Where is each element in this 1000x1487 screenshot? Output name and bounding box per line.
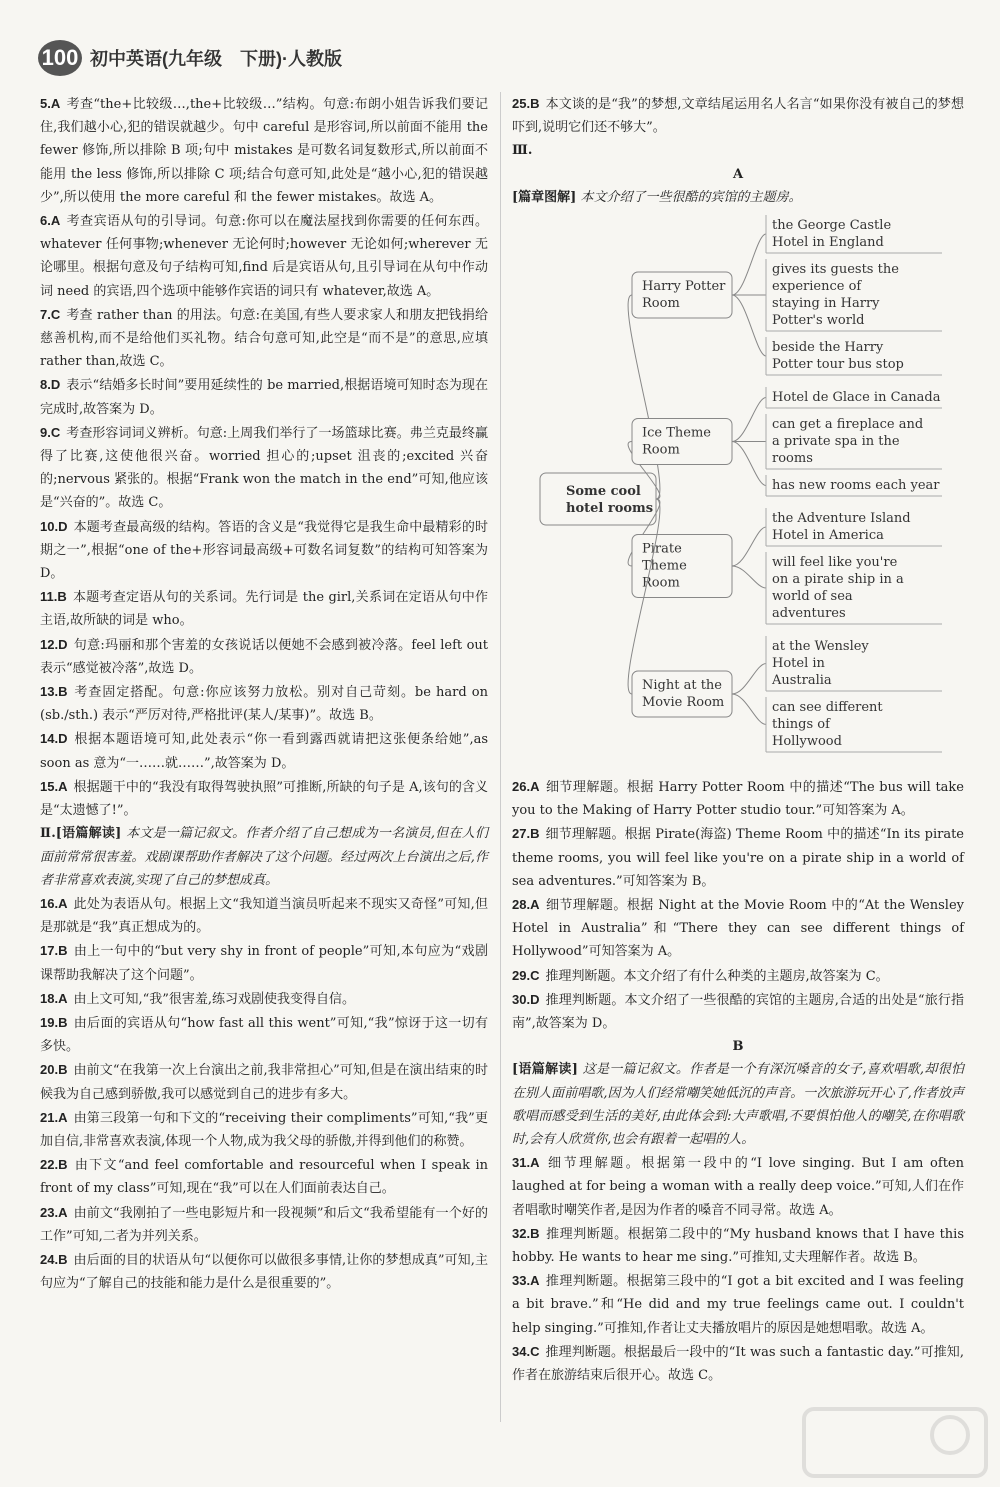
- answer-text: 考查形容词词义辨析。句意:上周我们举行了一场篮球比赛。弗兰克最终赢得了比赛,这使他很兴奋。worried 担心的;upset 沮丧的;excited 兴奋的;nervous 紧张的。根据“Frank won the match in the end”可知,他应该是“兴奋的”。故选 C。: [40, 425, 488, 511]
- answer-text: 由第三段第一句和下文的“receiving their compliments”可知,“我”更加自信,非常喜欢表演,体现一个人物,成为我父母的骄傲,并得到他们的称赞。: [40, 1110, 488, 1149]
- answer-number: 27.B: [512, 826, 540, 842]
- leaf-node-label-line: has new rooms each year: [772, 478, 940, 494]
- answer-item: [40, 1248, 488, 1295]
- left-column: [40, 92, 488, 1295]
- item-connector: [732, 398, 766, 442]
- answer-number: 13.B: [40, 684, 68, 700]
- answer-item: [512, 988, 964, 1035]
- book-title: 初中英语(九年级 下册)·人教版: [90, 49, 342, 69]
- branch-node-label-line: Night at the: [642, 678, 722, 694]
- branch-node-label-line: Harry Potter: [642, 279, 726, 295]
- answer-number: 26.A: [512, 779, 540, 795]
- center-node-label-line: hotel rooms: [566, 501, 654, 517]
- answer-number: 5.A: [40, 96, 61, 111]
- answer-text: 本题考查定语从句的关系词。先行词是 the girl,关系词在定语从句中作主语,故所缺的词是 who。: [40, 590, 488, 629]
- answer-item: [40, 1201, 488, 1248]
- leaf-node-label-line: Hotel in America: [772, 528, 884, 544]
- answer-item: [40, 92, 488, 209]
- leaf-node-label: [772, 340, 904, 372]
- answer-list-bottom: [512, 775, 964, 1387]
- center-node-box: [540, 473, 656, 525]
- answer-item: [512, 1151, 964, 1222]
- part-heading: B: [732, 1039, 744, 1055]
- answer-item: [40, 892, 488, 939]
- answer-text: 由前文“在我第一次上台演出之前,我非常担心”可知,但是在演出结束的时候我为自己感到骄傲,我可以感觉到自己的进步有多大。: [40, 1063, 488, 1102]
- answer-item: [512, 775, 964, 822]
- section-label: Ⅲ.: [512, 143, 533, 159]
- section-3-heading: [512, 139, 964, 162]
- answer-number: 18.A: [40, 990, 68, 1006]
- right-column: [512, 92, 964, 1387]
- leaf-node-label-line: the Adventure Island: [772, 511, 911, 527]
- leaf-node-label: [772, 390, 941, 405]
- answer-text: 推理判断题。本文介绍了一些很酷的宾馆的主题房,合适的出处是“旅行指南”,故答案为 D。: [512, 992, 964, 1032]
- answer-item: [40, 987, 488, 1011]
- leaf-node-label-line: at the Wensley: [772, 639, 869, 655]
- answer-number: 29.C: [512, 967, 540, 983]
- answer-item: [512, 1340, 964, 1387]
- answer-number: 9.C: [40, 424, 61, 440]
- leaf-node-label-line: world of sea: [772, 589, 853, 605]
- hotel-rooms-mindmap: [512, 211, 952, 771]
- answer-text: 由后面的宾语从句“how fast all this went”可知,“我”惊讶于这一切有多快。: [40, 1015, 488, 1055]
- item-connector: [732, 295, 766, 356]
- answer-number: 33.A: [512, 1273, 540, 1289]
- answer-text: 根据题干中的“我没有取得驾驶执照”可推断,所缺的句子是 A,该句的含义是“太遗憾了!”。: [40, 779, 488, 819]
- column-divider: [500, 92, 501, 1422]
- answer-number: 14.D: [40, 731, 68, 747]
- leaf-node-label-line: rooms: [772, 451, 813, 467]
- branch-node-label-line: Room: [642, 575, 680, 591]
- answer-text: 句意:玛丽和那个害羞的女孩说话以便她不会感到被冷落。feel left out 表示“感觉被冷落”,故选 D。: [40, 637, 488, 676]
- answer-item: [512, 1269, 964, 1340]
- item-connector: [732, 234, 766, 295]
- answer-list-top: [512, 92, 964, 139]
- answer-item: [40, 585, 488, 632]
- answer-text: 考查固定搭配。句意:你应该努力放松。别对自己苛刻。be hard on (sb./sth.) 表示“严厉对待,严格批评(某人/某事)”。故选 B。: [40, 685, 488, 724]
- answer-item: [40, 1106, 488, 1153]
- answer-text: 由上一句中的“but very shy in front of people”可知,本句应为“戏剧课帮助我解决了这个问题”。: [40, 944, 488, 983]
- chapter-diagram-tag: [篇章图解]: [512, 189, 577, 205]
- answer-number: 19.B: [40, 1014, 68, 1030]
- chapter-diagram-note: [512, 186, 964, 209]
- answer-number: 24.B: [40, 1251, 68, 1267]
- answer-item: [512, 822, 964, 893]
- site-watermark: [800, 1405, 990, 1480]
- answer-text: 考查 rather than 的用法。句意:在美国,有些人要求家人和朋友把钱捐给慈善机构,而不是给他们买礼物。结合句意可知,此空是“而不是”的意思,应填 rather than,故选 C。: [40, 307, 488, 370]
- leaf-node-label: [771, 639, 869, 688]
- leaf-node-label-line: staying in Harry: [772, 296, 880, 312]
- leaf-node-label-line: beside the Harry: [772, 340, 884, 356]
- answer-item: [40, 1058, 488, 1105]
- leaf-node-label-line: Hollywood: [772, 734, 842, 750]
- leaf-node-label-line: things of: [772, 717, 830, 733]
- answer-number: 32.B: [512, 1225, 540, 1241]
- center-node-label-line: Some cool: [566, 484, 641, 500]
- part-a-heading: A: [732, 166, 744, 182]
- leaf-node-label: [772, 511, 911, 543]
- answer-item: [40, 421, 488, 515]
- answer-item: [40, 775, 488, 822]
- answer-number: 6.A: [40, 213, 61, 229]
- answer-text: 由下文“and feel comfortable and resourceful when I speak in front of my class”可知,现在“我”可以在人们面前表达自己。: [40, 1158, 488, 1197]
- answer-item: [512, 1222, 964, 1269]
- leaf-node-label-line: on a pirate ship in a: [772, 572, 904, 588]
- branch-node-label-line: Ice Theme: [642, 425, 711, 441]
- answer-text: 细节理解题。根据第一段中的“I love singing. But I am often laughed at for being a woman with a really deep voice.”可知,人们在作者唱歌时嘲笑作者,是因为作者的嗓音不同寻常。故选 A。: [512, 1156, 964, 1218]
- answer-number: 8.D: [40, 377, 61, 393]
- answer-text: 考查“the+比较级…,the+比较级…”结构。句意:布朗小姐告诉我们要记住,我们越小心,犯的错误就越少。句中 careful 是形容词,所以前面不能用 the fewer 修饰,所以排除 B 项;句中 mistakes 是可数名词复数形式,所以前面不能用 the less 修饰,所以排除 C 项;结合句意可知,此处是“越小心,犯的错误越少”,所以使用 the more careful 和 the fewer mistakes。故选 A。: [40, 97, 488, 205]
- leaf-node-label-line: Potter tour bus stop: [772, 357, 904, 373]
- leaf-node-label: [772, 262, 899, 328]
- answer-number: 12.D: [40, 636, 68, 652]
- page-header: [38, 40, 342, 76]
- answer-item: [40, 373, 488, 420]
- section-label: Ⅱ.: [40, 826, 56, 842]
- leaf-node-label-line: Australia: [772, 673, 832, 689]
- answer-item: [40, 303, 488, 374]
- leaf-node-label-line: the George Castle: [772, 218, 892, 234]
- chapter-diagram-text: 本文介绍了一些很酷的宾馆的主题房。: [580, 189, 802, 205]
- item-connector: [732, 566, 766, 588]
- answer-number: 25.B: [512, 96, 540, 111]
- branch-node-label-line: Room: [642, 296, 680, 312]
- answer-number: 15.A: [40, 778, 68, 794]
- answer-number: 30.D: [512, 991, 540, 1007]
- answer-number: 16.A: [40, 895, 68, 911]
- leaf-node-label-line: can get a fireplace and: [772, 417, 924, 433]
- answer-number: 10.D: [40, 518, 68, 534]
- answer-number: 11.B: [40, 589, 67, 605]
- answer-text: 由上文可知,“我”很害羞,练习戏剧使我变得自信。: [73, 991, 356, 1007]
- answer-number: 7.C: [40, 306, 61, 322]
- branch-node-label-line: Theme: [642, 558, 687, 574]
- analysis-tag: [语篇解读]: [512, 1062, 583, 1078]
- leaf-node-label-line: a private spa in the: [772, 434, 900, 450]
- leaf-node-label: [772, 555, 904, 621]
- answer-item: [40, 1153, 488, 1200]
- answer-number: 28.A: [512, 897, 540, 913]
- branch-node-label-line: Movie Room: [642, 695, 725, 711]
- answer-item: [512, 893, 964, 964]
- item-connector: [732, 664, 766, 695]
- leaf-node-label: [772, 218, 891, 250]
- answer-number: 20.B: [40, 1062, 68, 1078]
- answer-text: 考查宾语从句的引导词。句意:你可以在魔法屋找到你需要的任何东西。whatever 任何事物;whenever 无论何时;however 无论如何;wherever 无论哪里。根据句意及句子结构可知,find 后是宾语从句,且引导词在从句中作动词 need 的宾语,四个选项中能够作宾语的词只有 whatever,故选 A。: [40, 214, 488, 299]
- answer-text: 本文是一篇记叙文。作者介绍了自己想成为一名演员,但在人们面前常常很害羞。戏剧课帮助作者解决了这个问题。经过两次上台演出之后,作者非常喜欢表演,实现了自己的梦想成真。: [40, 826, 488, 888]
- analysis-tag: [语篇解读]: [55, 826, 127, 842]
- passage-analysis: [40, 822, 488, 892]
- item-connector: [732, 527, 766, 566]
- leaf-node-label-line: Hotel de Glace in Canada: [772, 390, 941, 406]
- leaf-node-label-line: will feel like you're: [772, 555, 898, 571]
- answer-item: [40, 209, 488, 303]
- answer-number: 31.A: [512, 1155, 540, 1171]
- branch-connector: [628, 295, 660, 499]
- answer-text: 本题考查最高级的结构。答语的含义是“我觉得它是我生命中最精彩的时期之一”,根据“one of the+形容词最高级+可数名词复数”的结构可知答案为 D。: [40, 519, 488, 582]
- answer-item: [40, 939, 488, 986]
- answer-text: 此处为表语从句。根据上文“我知道当演员听起来不现实又奇怪”可知,但是那就是“我”真正想成为的。: [40, 896, 488, 936]
- answer-text: 细节理解题。根据 Harry Potter Room 中的描述“The bus will take you to the Making of Harry Potter studio tour.”可知答案为 A。: [512, 780, 964, 819]
- answer-text: 表示“结婚多长时间”要用延续性的 be married,根据语境可知时态为现在完成时,故答案为 D。: [40, 378, 488, 417]
- answer-number: 21.A: [40, 1109, 68, 1125]
- answer-item: [40, 633, 488, 680]
- answer-item: [40, 515, 488, 586]
- answer-number: 34.C: [512, 1343, 540, 1359]
- answer-text: 推理判断题。根据第三段中的“I got a bit excited and I was feeling a bit brave.”和“He did and my true feelings came out. I couldn't help singing.”可推知,作者让丈夫播放唱片的原因是她想唱歌。故选 A。: [512, 1274, 964, 1336]
- branch-node-label-line: Room: [642, 442, 680, 458]
- answer-text: 根据本题语境可知,此处表示“你一看到露西就请把这张便条给她”,as soon as 意为“一……就……”,故答案为 D。: [40, 732, 488, 771]
- answer-item: [40, 680, 488, 727]
- item-connector: [732, 442, 766, 486]
- leaf-node-label: [772, 417, 923, 466]
- answer-number: 23.A: [40, 1204, 68, 1220]
- passage-analysis: [512, 1058, 964, 1151]
- leaf-node-label: [772, 478, 940, 493]
- answer-item: [40, 727, 488, 774]
- answer-text: 由前文“我刚拍了一些电影短片和一段视频”和后文“我希望能有一个好的工作”可知,二者为并列关系。: [40, 1205, 488, 1244]
- leaf-node-label-line: Hotel in: [772, 656, 825, 672]
- leaf-node-label-line: Potter's world: [772, 313, 865, 329]
- answer-text: 这是一篇记叙文。作者是一个有深沉嗓音的女子,喜欢唱歌,却很怕在别人面前唱歌,因为人们经常嘲笑她低沉的声音。一次旅游玩开心了,作者放声歌唱而感受到生活的美好,由此体会到:大声歌唱,不要惧怕他人的嘲笑,在你唱歌时,会有人欣赏你,也会有跟着一起唱的人。: [512, 1062, 965, 1148]
- answer-item: [512, 92, 964, 139]
- answer-number: 17.B: [40, 943, 68, 959]
- leaf-node-label-line: Hotel in England: [772, 235, 884, 251]
- answer-text: 推理判断题。本文介绍了有什么种类的主题房,故答案为 C。: [545, 968, 889, 984]
- page-number: 100: [38, 40, 82, 76]
- item-connector: [732, 694, 766, 725]
- answer-item: [512, 964, 964, 988]
- answer-number: 22.B: [40, 1157, 68, 1173]
- branch-node-label-line: Pirate: [642, 541, 682, 557]
- answer-text: 细节理解题。根据 Pirate(海盗) Theme Room 中的描述“In its pirate theme rooms, you will feel like you're on a pirate ship in a world of sea adventures.”可知答案为 B。: [512, 827, 964, 889]
- leaf-node-label-line: gives its guests the: [772, 262, 899, 278]
- leaf-node-label-line: adventures: [772, 606, 846, 622]
- answer-item: [40, 1011, 488, 1058]
- answer-text: 本文谈的是“我”的梦想,文章结尾运用名人名言“如果你没有被自己的梦想吓到,说明它们还不够大”。: [512, 97, 964, 136]
- leaf-node-label-line: can see different: [772, 700, 883, 716]
- answer-text: 推理判断题。根据最后一段中的“It was such a fantastic day.”可推知,作者在旅游结束后很开心。故选 C。: [512, 1344, 964, 1384]
- answer-text: 细节理解题。根据 Night at the Movie Room 中的“At the Wensley Hotel in Australia”和“There they can see different things of Hollywood”可知答案为 A。: [512, 898, 964, 960]
- answer-text: 推理判断题。根据第二段中的“My husband knows that I have this hobby. He wants to hear me sing.”可推知,丈夫理解作者。故选 B。: [512, 1226, 964, 1266]
- leaf-node-label: [772, 700, 883, 749]
- answer-text: 由后面的目的状语从句“以便你可以做很多事情,让你的梦想成真”可知,主句应为“了解自己的技能和能力是什么是很重要的”。: [40, 1252, 488, 1292]
- leaf-node-label-line: experience of: [772, 279, 862, 295]
